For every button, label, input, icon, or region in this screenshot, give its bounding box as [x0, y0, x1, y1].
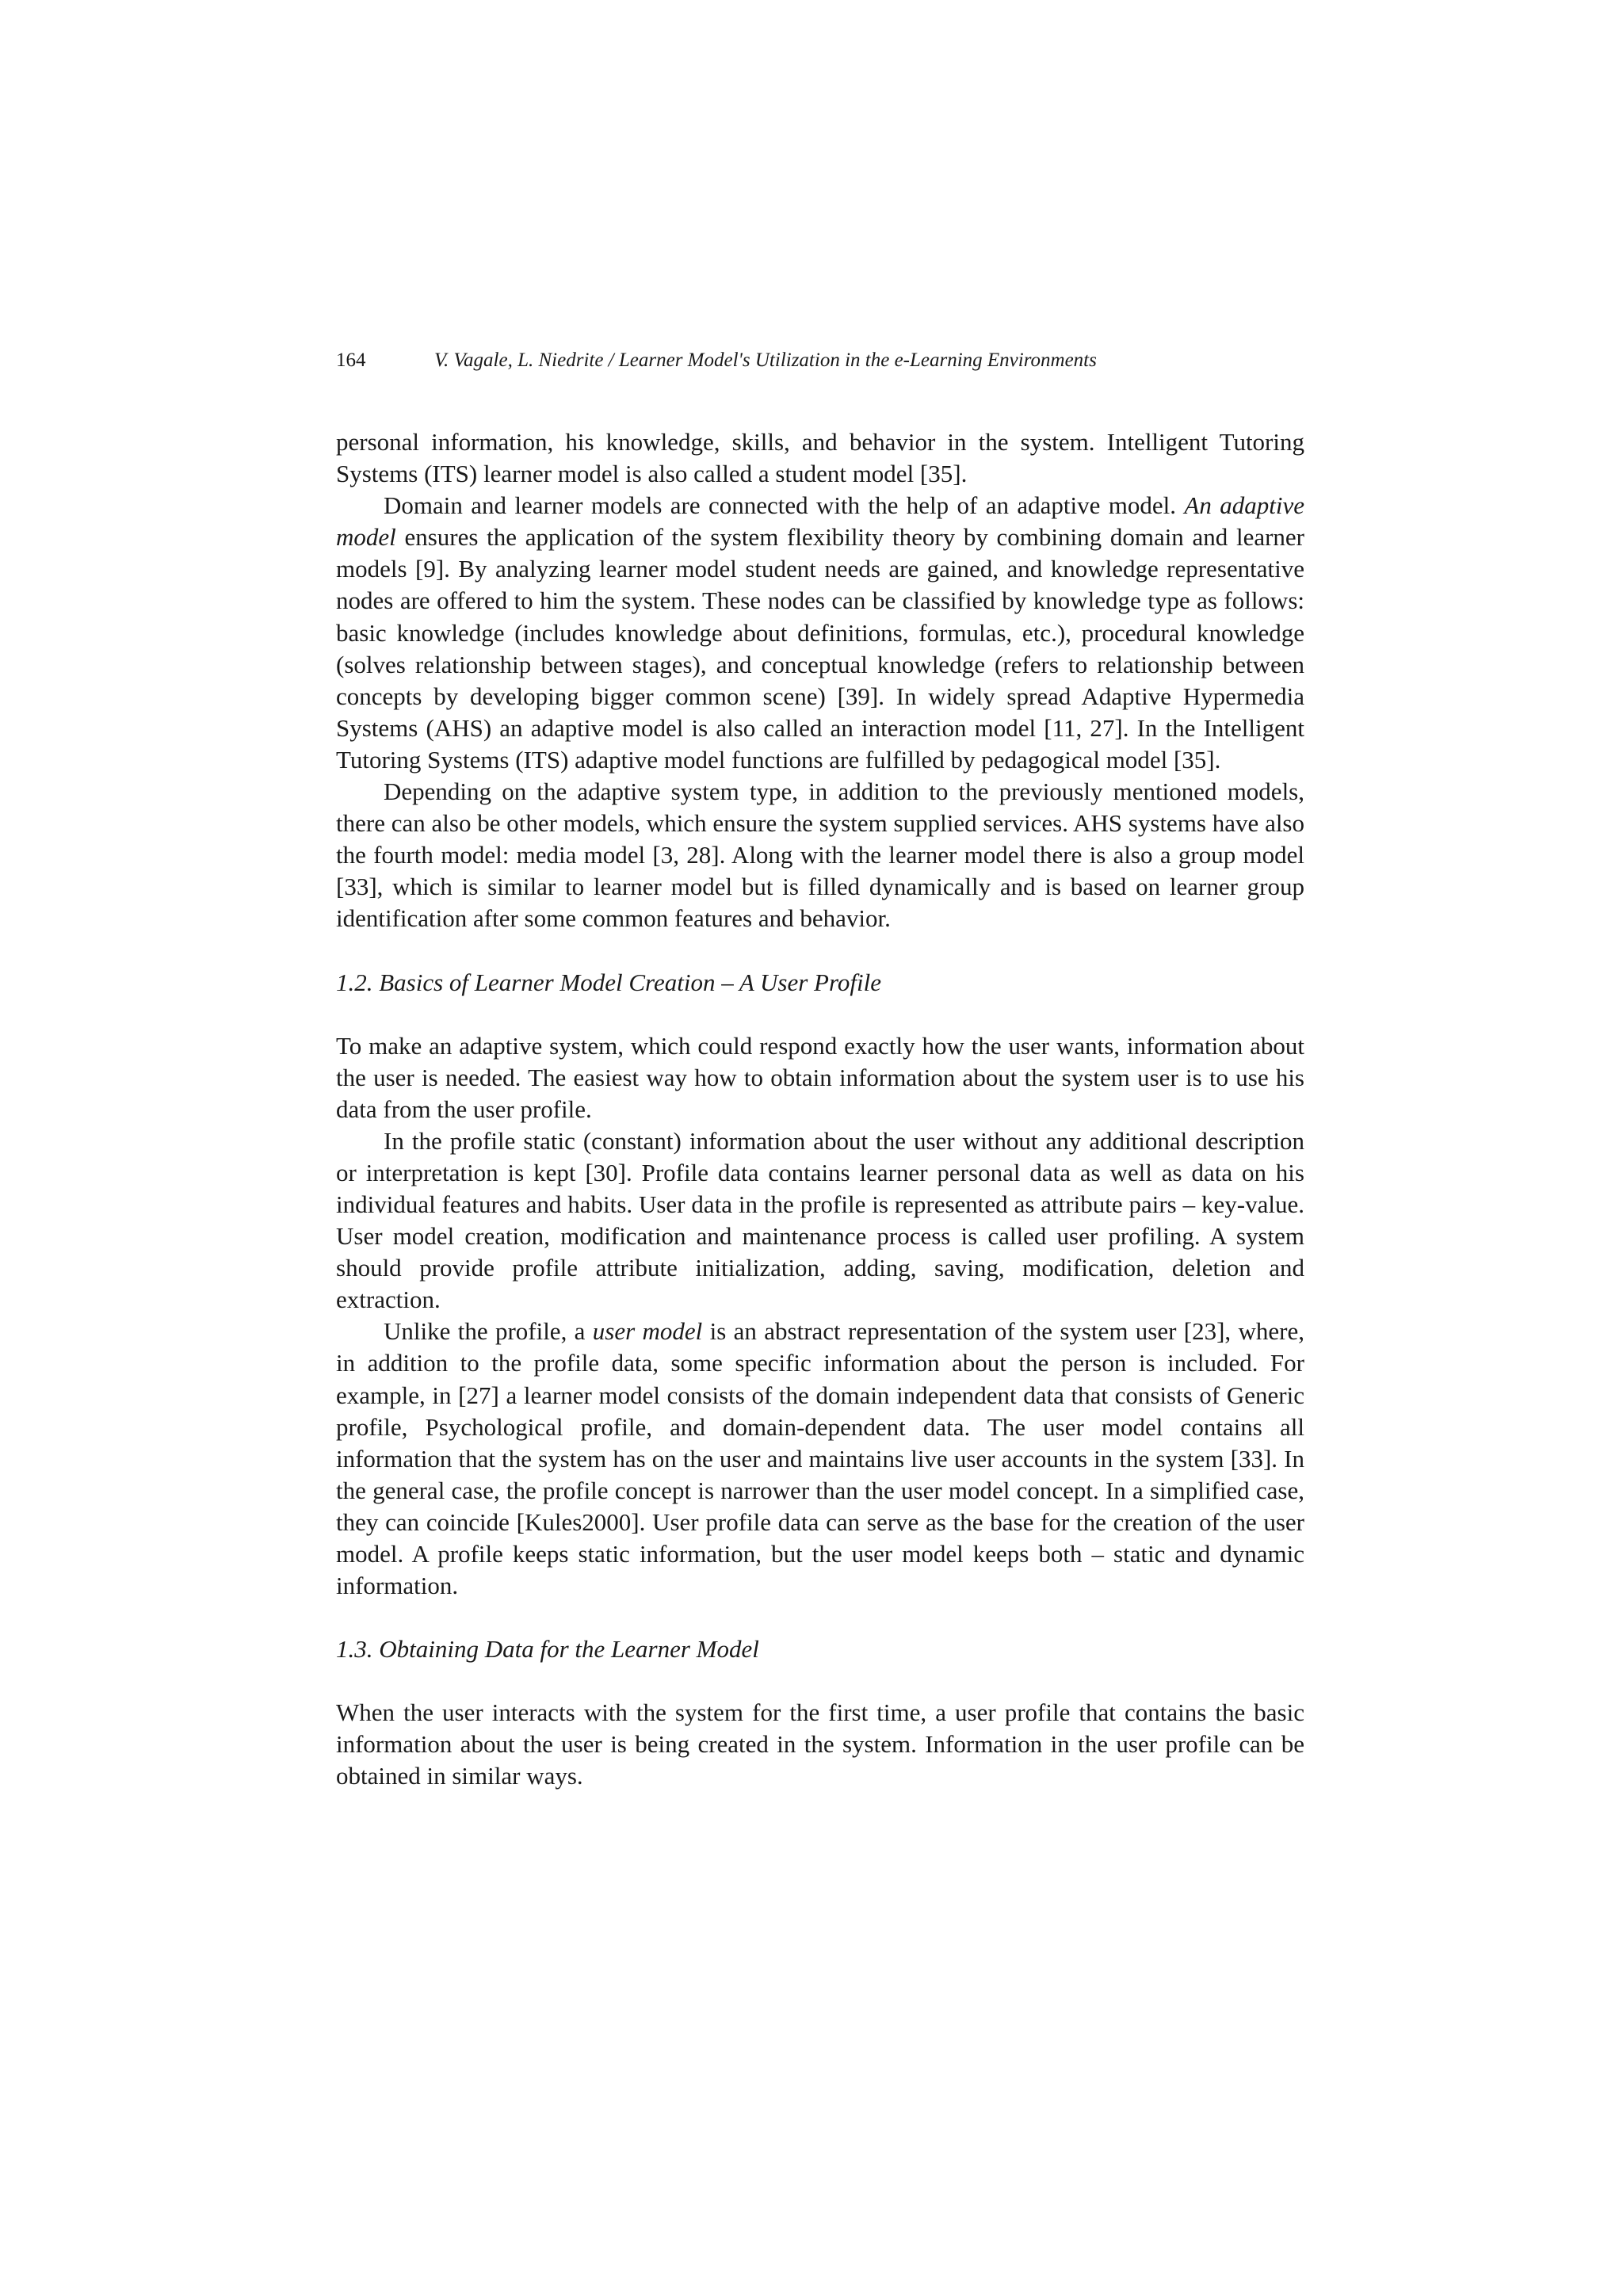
paragraph-2-text-b: ensures the application of the system flexibility theory by combining domain and learner models [9]. By analyzing learner model student needs are gained, and knowledge representative nodes are offered to him the system. These nodes can be classified by knowledge type as follows: basic knowledge (includes knowledge about definitions, formulas, etc.), procedural knowledge (solves relationship between stages), and conceptual knowledge (refers to relationship between concepts by developing bigger common scene) [39]. In widely spread Adaptive Hypermedia Systems (AHS) an adaptive model is also called an interaction model [11, 27]. In the Intelligent Tutoring Systems (ITS) adaptive model functions are fulfilled by pedagogical model [35]. [336, 523, 1304, 774]
paragraph-3: Depending on the adaptive system type, in addition to the previously mentioned models, there can also be other models, which ensure the system supplied services. AHS systems have also the fourth model: media model [3, 28]. Along with the learner model there is also a group model [33], which is similar to learner model but is filled dynamically and is based on learner group identification after some common features and behavior. [336, 777, 1304, 933]
section-heading-1-2: 1.2. Basics of Learner Model Creation – A User Profile [336, 968, 881, 996]
paragraph-6 [336, 1316, 1304, 1602]
paragraph-2-text-a: Domain and learner models are connected with the help of an adaptive model. [384, 491, 1185, 520]
term-user-model: user model [592, 1317, 703, 1346]
body-text [336, 426, 1304, 1792]
paragraph-6-text-a: Unlike the profile, a [384, 1317, 593, 1346]
paragraph-7: When the user interacts with the system for the first time, a user profile that contains the basic information about the user is being created in the system. Information in the user profile can be obtained in similar ways. [336, 1698, 1304, 1790]
paragraph-6-text-b: is an abstract representation of the system user [23], where, in addition to the profile data, some specific information about the person is included. For example, in [27] a learner model consists of the domain independent data that consists of Generic profile, Psychological profile, and domain-dependent data. The user model contains all information that the system has on the user and maintains live user accounts in the system [33]. In the general case, the profile concept is narrower than the user model concept. In a simplified case, they can coincide [Kules2000]. User profile data can serve as the base for the creation of the user model. A profile keeps static information, but the user model keeps both – static and dynamic information. [336, 1317, 1304, 1600]
running-head [336, 349, 1303, 372]
running-title: V. Vagale, L. Niedrite / Learner Model's Utilization in the e-Learning Environments [434, 350, 1097, 371]
term-adaptive-model: An adaptive model [336, 491, 1304, 552]
paragraph-1: personal information, his knowledge, skills, and behavior in the system. Intelligent Tutoring Systems (ITS) learner model is also called a student model [35]. [336, 428, 1304, 488]
paragraph-4: To make an adaptive system, which could respond exactly how the user wants, information about the user is needed. The easiest way how to obtain information about the system user is to use his data from the user profile. [336, 1031, 1304, 1123]
section-heading-1-3: 1.3. Obtaining Data for the Learner Model [336, 1635, 759, 1664]
page-number: 164 [336, 350, 366, 371]
paragraph-2 [336, 490, 1304, 776]
paragraph-5: In the profile static (constant) information about the user without any additional description or interpretation is kept [30]. Profile data contains learner personal data as well as data on his individual features and habits. User data in the profile is represented as attribute pairs – key-value. User model creation, modification and maintenance process is called user profiling. A system should provide profile attribute initialization, adding, saving, modification, deletion and extraction. [336, 1126, 1304, 1314]
